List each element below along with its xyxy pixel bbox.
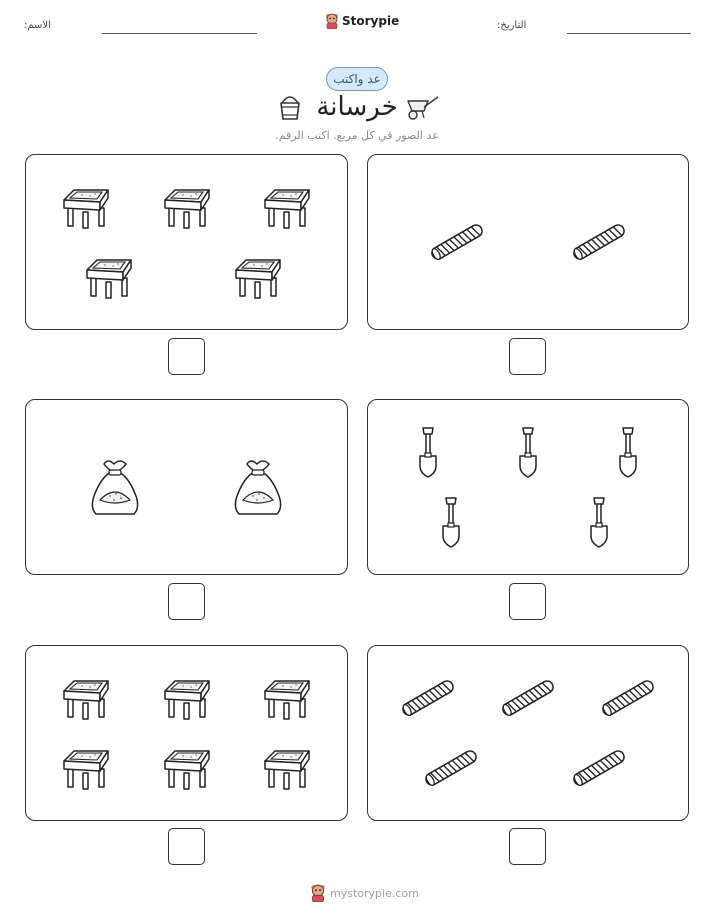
sandbox-icon	[83, 254, 135, 304]
footer-url: mystorypie.com	[330, 886, 419, 900]
sandbox-icon	[161, 184, 213, 234]
footer	[310, 884, 419, 902]
rebar-icon	[496, 676, 560, 724]
rebar-icon	[567, 220, 631, 268]
page-title: خرسانة	[316, 92, 398, 122]
sandbox-icon	[60, 745, 112, 795]
storypie-mascot-icon	[325, 13, 339, 29]
shovel-icon	[440, 496, 462, 552]
rebar-icon	[567, 746, 631, 794]
date-field-line[interactable]	[567, 33, 691, 34]
name-label: الاسم:	[24, 20, 51, 31]
shovel-icon	[517, 426, 539, 482]
counting-panel-bottom-right	[367, 645, 689, 821]
shovel-icon	[617, 426, 639, 482]
sandbox-icon	[161, 745, 213, 795]
sandbox-icon	[261, 675, 313, 725]
counting-panel-top-right	[367, 154, 689, 330]
rebar-icon	[419, 746, 483, 794]
shovel-icon	[417, 426, 439, 482]
sandbox-icon	[60, 675, 112, 725]
counting-panel-top-left	[25, 154, 348, 330]
sandbox-icon	[232, 254, 284, 304]
rebar-icon	[596, 676, 660, 724]
wheelbarrow-icon	[404, 93, 440, 125]
answer-box-middle-right[interactable]	[509, 583, 546, 620]
name-field-line[interactable]	[102, 33, 257, 34]
instructions: عد الصور في كل مربع. اكتب الرقم.	[275, 129, 439, 142]
sandbox-icon	[261, 745, 313, 795]
sand-bag-icon	[229, 456, 287, 522]
brand-name: Storypie	[342, 14, 400, 28]
answer-box-top-left[interactable]	[168, 338, 205, 375]
shovel-icon	[588, 496, 610, 552]
counting-panel-middle-left	[25, 399, 348, 575]
answer-box-bottom-left[interactable]	[168, 828, 205, 865]
storypie-mascot-icon	[310, 884, 326, 902]
brand-logo	[325, 13, 399, 29]
answer-box-bottom-right[interactable]	[509, 828, 546, 865]
rebar-icon	[425, 220, 489, 268]
sandbox-icon	[60, 184, 112, 234]
date-label: التاريخ:	[497, 20, 527, 31]
sandbox-icon	[261, 184, 313, 234]
sandbox-icon	[161, 675, 213, 725]
activity-badge: عد واكتب	[326, 67, 388, 91]
rebar-icon	[396, 676, 460, 724]
sand-bag-icon	[86, 456, 144, 522]
answer-box-middle-left[interactable]	[168, 583, 205, 620]
answer-box-top-right[interactable]	[509, 338, 546, 375]
